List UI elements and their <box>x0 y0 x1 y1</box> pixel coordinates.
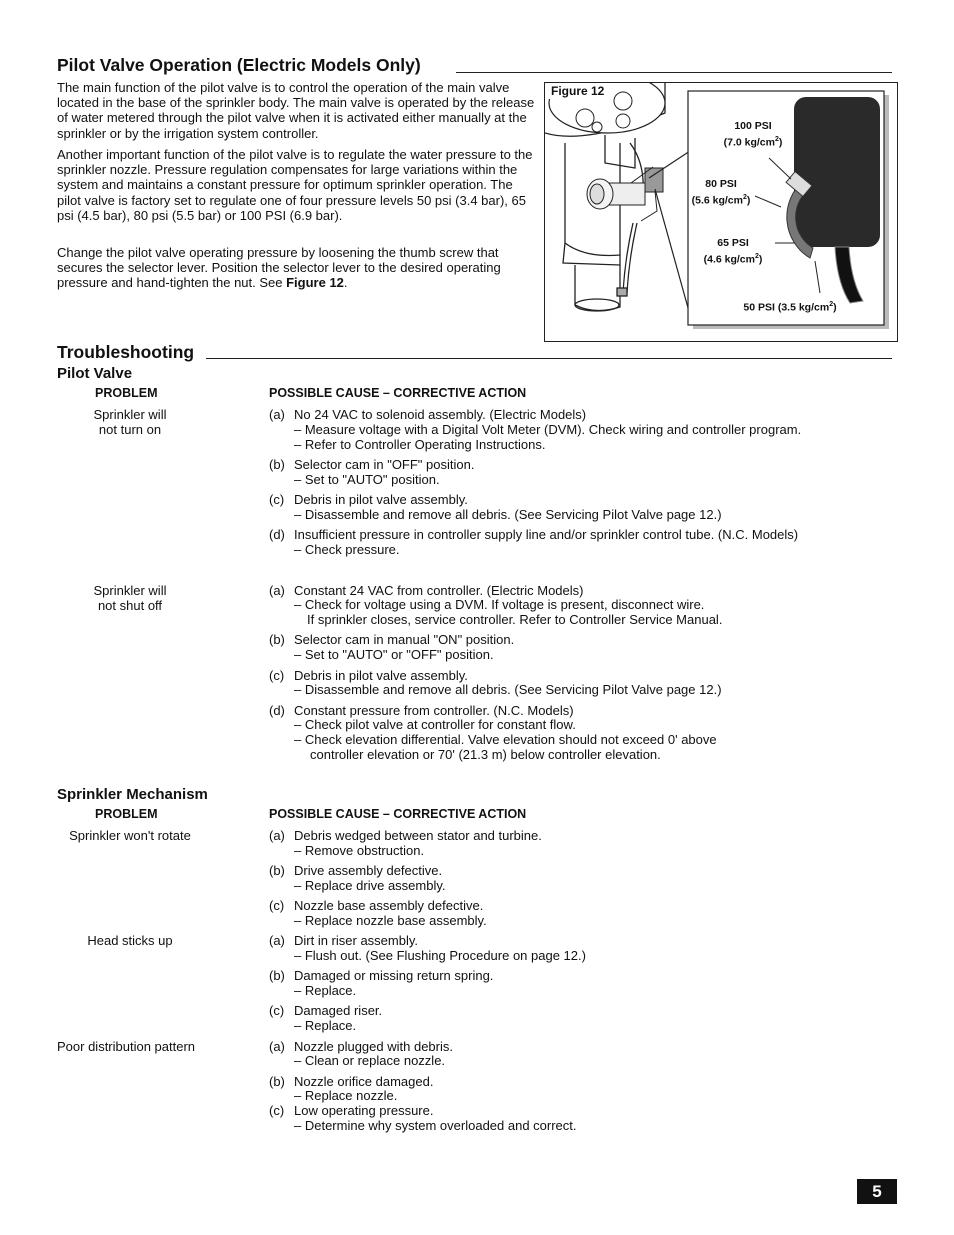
problem-line: not shut off <box>97 598 163 613</box>
label-80-psi-line2: (5.6 $kg/cm^2$) <box>691 194 751 207</box>
problem-column-header: PROBLEM <box>95 807 158 821</box>
label-65-psi <box>695 237 771 267</box>
cause-text: Dirt in riser assembly. <box>294 933 419 948</box>
corrective-action: – Disassemble and remove all debris. (See Servicing Pilot Valve page 12.) <box>294 682 722 697</box>
label-65-psi-line1: 65 PSI <box>717 237 749 249</box>
corrective-action: – Disassemble and remove all debris. (See Servicing Pilot Valve page 12.) <box>294 507 722 522</box>
causes-poor-distribution <box>269 1039 869 1139</box>
figure-caption: Figure 12 <box>547 83 608 99</box>
cause-text: Low operating pressure. <box>294 1103 434 1118</box>
paragraph-change-pressure <box>57 245 535 291</box>
cause-text: Drive assembly defective. <box>294 863 443 878</box>
corrective-action: – Measure voltage with a Digital Volt Meter (DVM). Check wiring and controller program. <box>294 422 802 437</box>
pilot-valve-heading: Pilot Valve <box>57 365 133 382</box>
cause-column-header: POSSIBLE CAUSE – CORRECTIVE ACTION <box>269 386 527 400</box>
cause-letter: (b) <box>269 457 285 472</box>
title-rule <box>456 72 892 73</box>
corrective-action: – Replace nozzle base assembly. <box>294 913 487 928</box>
cause-text: No 24 VAC to solenoid assembly. (Electric Models) <box>294 407 587 422</box>
label-80-psi <box>683 178 759 208</box>
problem-poor-distribution: Poor distribution pattern <box>57 1039 196 1054</box>
problem-line: not turn on <box>98 422 162 437</box>
sprinkler-mechanism-heading: Sprinkler Mechanism <box>57 786 208 803</box>
cause-letter: (c) <box>269 668 285 683</box>
troubleshooting-rule <box>206 358 892 359</box>
cause-letter: (c) <box>269 898 285 913</box>
corrective-action: – Replace. <box>294 1018 357 1033</box>
troubleshooting-title: Troubleshooting <box>57 342 195 362</box>
p3-end: . <box>343 275 348 291</box>
cause-letter: (a) <box>269 1039 285 1054</box>
cause-letter: (d) <box>269 703 285 718</box>
label-50-psi: 50 PSI (3.5 $kg/cm^2$) <box>743 301 837 314</box>
label-65-psi-line2: (4.6 $kg/cm^2$) <box>703 253 763 266</box>
paragraph-main-function: The main function of the pilot valve is to control the operation of the main valve located in the base of the sprinkler body. The main valve is operated by the release of water metered through the pilot valve when it is activated either manually at the sprinkler or by the irrigation system controller. <box>57 80 535 141</box>
corrective-action: – Check pilot valve at controller for constant flow. <box>294 717 576 732</box>
cause-letter: (a) <box>269 407 285 422</box>
cause-text: Debris in pilot valve assembly. <box>294 668 468 683</box>
cause-text: Nozzle plugged with debris. <box>294 1039 453 1054</box>
cause-letter: (a) <box>269 828 285 843</box>
cause-letter: (c) <box>269 492 285 507</box>
corrective-action: If sprinkler closes, service controller. Refer to Controller Service Manual. <box>307 612 723 627</box>
corrective-action: – Check elevation differential. Valve elevation should not exceed 0' above <box>294 732 717 747</box>
corrective-action: – Set to "AUTO" or "OFF" position. <box>294 647 494 662</box>
figure-reference: Figure 12 <box>286 275 344 291</box>
corrective-action: – Replace nozzle. <box>294 1088 398 1103</box>
label-100-psi <box>705 120 801 150</box>
cause-text: Nozzle orifice damaged. <box>294 1074 434 1089</box>
p3-text: Change the pilot valve operating pressure by loosening the thumb screw that secures the selector lever. Position the selector lever to the desired operating pressure and hand-tighten the nut. See <box>57 245 501 291</box>
corrective-action: – Clean or replace nozzle. <box>294 1053 446 1068</box>
cause-letter: (c) <box>269 1003 285 1018</box>
cause-letter: (a) <box>269 583 285 598</box>
cause-letter: (b) <box>269 968 285 983</box>
cause-text: Damaged or missing return spring. <box>294 968 494 983</box>
problem-line: Sprinkler will <box>93 583 167 598</box>
corrective-action: – Determine why system overloaded and correct. <box>294 1118 577 1133</box>
label-100-psi-line2: (7.0 $kg/cm^2$) <box>723 136 783 149</box>
cause-letter: (d) <box>269 527 285 542</box>
page-number: 5 <box>857 1179 897 1204</box>
problem-column-header: PROBLEM <box>95 386 158 400</box>
corrective-action: controller elevation or 70' (21.3 m) below controller elevation. <box>310 747 661 762</box>
problem-wont-rotate: Sprinkler won't rotate <box>69 828 191 843</box>
causes-not-turn-on <box>269 407 869 562</box>
figure-12 <box>544 82 898 342</box>
corrective-action: – Flush out. (See Flushing Procedure on page 12.) <box>294 948 586 963</box>
section-title: Pilot Valve Operation (Electric Models Only) <box>57 55 421 75</box>
cause-text: Damaged riser. <box>294 1003 383 1018</box>
paragraph-regulation: Another important function of the pilot valve is to regulate the water pressure to the sprinkler nozzle. Pressure regulation compensates for large variations within the system and maintains a constant pressure for optimum sprinkler operation. The pilot valve is factory set to regulate one of four pressure levels 50 psi (3.4 bar), 65 psi (4.5 bar), 80 psi (5.5 bar) or 100 PSI (6.9 bar). <box>57 147 533 223</box>
causes-not-shut-off <box>269 583 869 768</box>
cause-text: Debris in pilot valve assembly. <box>294 492 468 507</box>
causes-head-sticks-up <box>269 933 869 1038</box>
cause-column-header: POSSIBLE CAUSE – CORRECTIVE ACTION <box>269 807 527 821</box>
causes-wont-rotate <box>269 828 869 933</box>
problem-line: Sprinkler will <box>93 407 167 422</box>
corrective-action: – Check for voltage using a DVM. If voltage is present, disconnect wire. <box>294 597 705 612</box>
cause-text: Selector cam in manual "ON" position. <box>294 632 515 647</box>
label-80-psi-line1: 80 PSI <box>705 178 737 190</box>
cause-letter: (a) <box>269 933 285 948</box>
corrective-action: – Refer to Controller Operating Instructions. <box>294 437 546 452</box>
cause-letter: (c) <box>269 1103 285 1118</box>
corrective-action: – Replace drive assembly. <box>294 878 446 893</box>
cause-text: Insufficient pressure in controller supply line and/or sprinkler control tube. (N.C. Models) <box>294 527 799 542</box>
problem-head-sticks-up: Head sticks up <box>87 933 173 948</box>
corrective-action: – Set to "AUTO" position. <box>294 472 440 487</box>
cause-text: Constant pressure from controller. (N.C. Models) <box>294 703 574 718</box>
cause-letter: (b) <box>269 632 285 647</box>
cause-text: Debris wedged between stator and turbine. <box>294 828 542 843</box>
cause-text: Nozzle base assembly defective. <box>294 898 484 913</box>
problem-not-turn-on <box>55 407 205 437</box>
corrective-action: – Replace. <box>294 983 357 998</box>
problem-not-shut-off <box>55 583 205 613</box>
cause-letter: (b) <box>269 1074 285 1089</box>
cause-text: Constant 24 VAC from controller. (Electric Models) <box>294 583 584 598</box>
label-100-psi-line1: 100 PSI <box>734 120 772 132</box>
cause-text: Selector cam in "OFF" position. <box>294 457 475 472</box>
cause-letter: (b) <box>269 863 285 878</box>
corrective-action: – Check pressure. <box>294 542 400 557</box>
corrective-action: – Remove obstruction. <box>294 843 425 858</box>
